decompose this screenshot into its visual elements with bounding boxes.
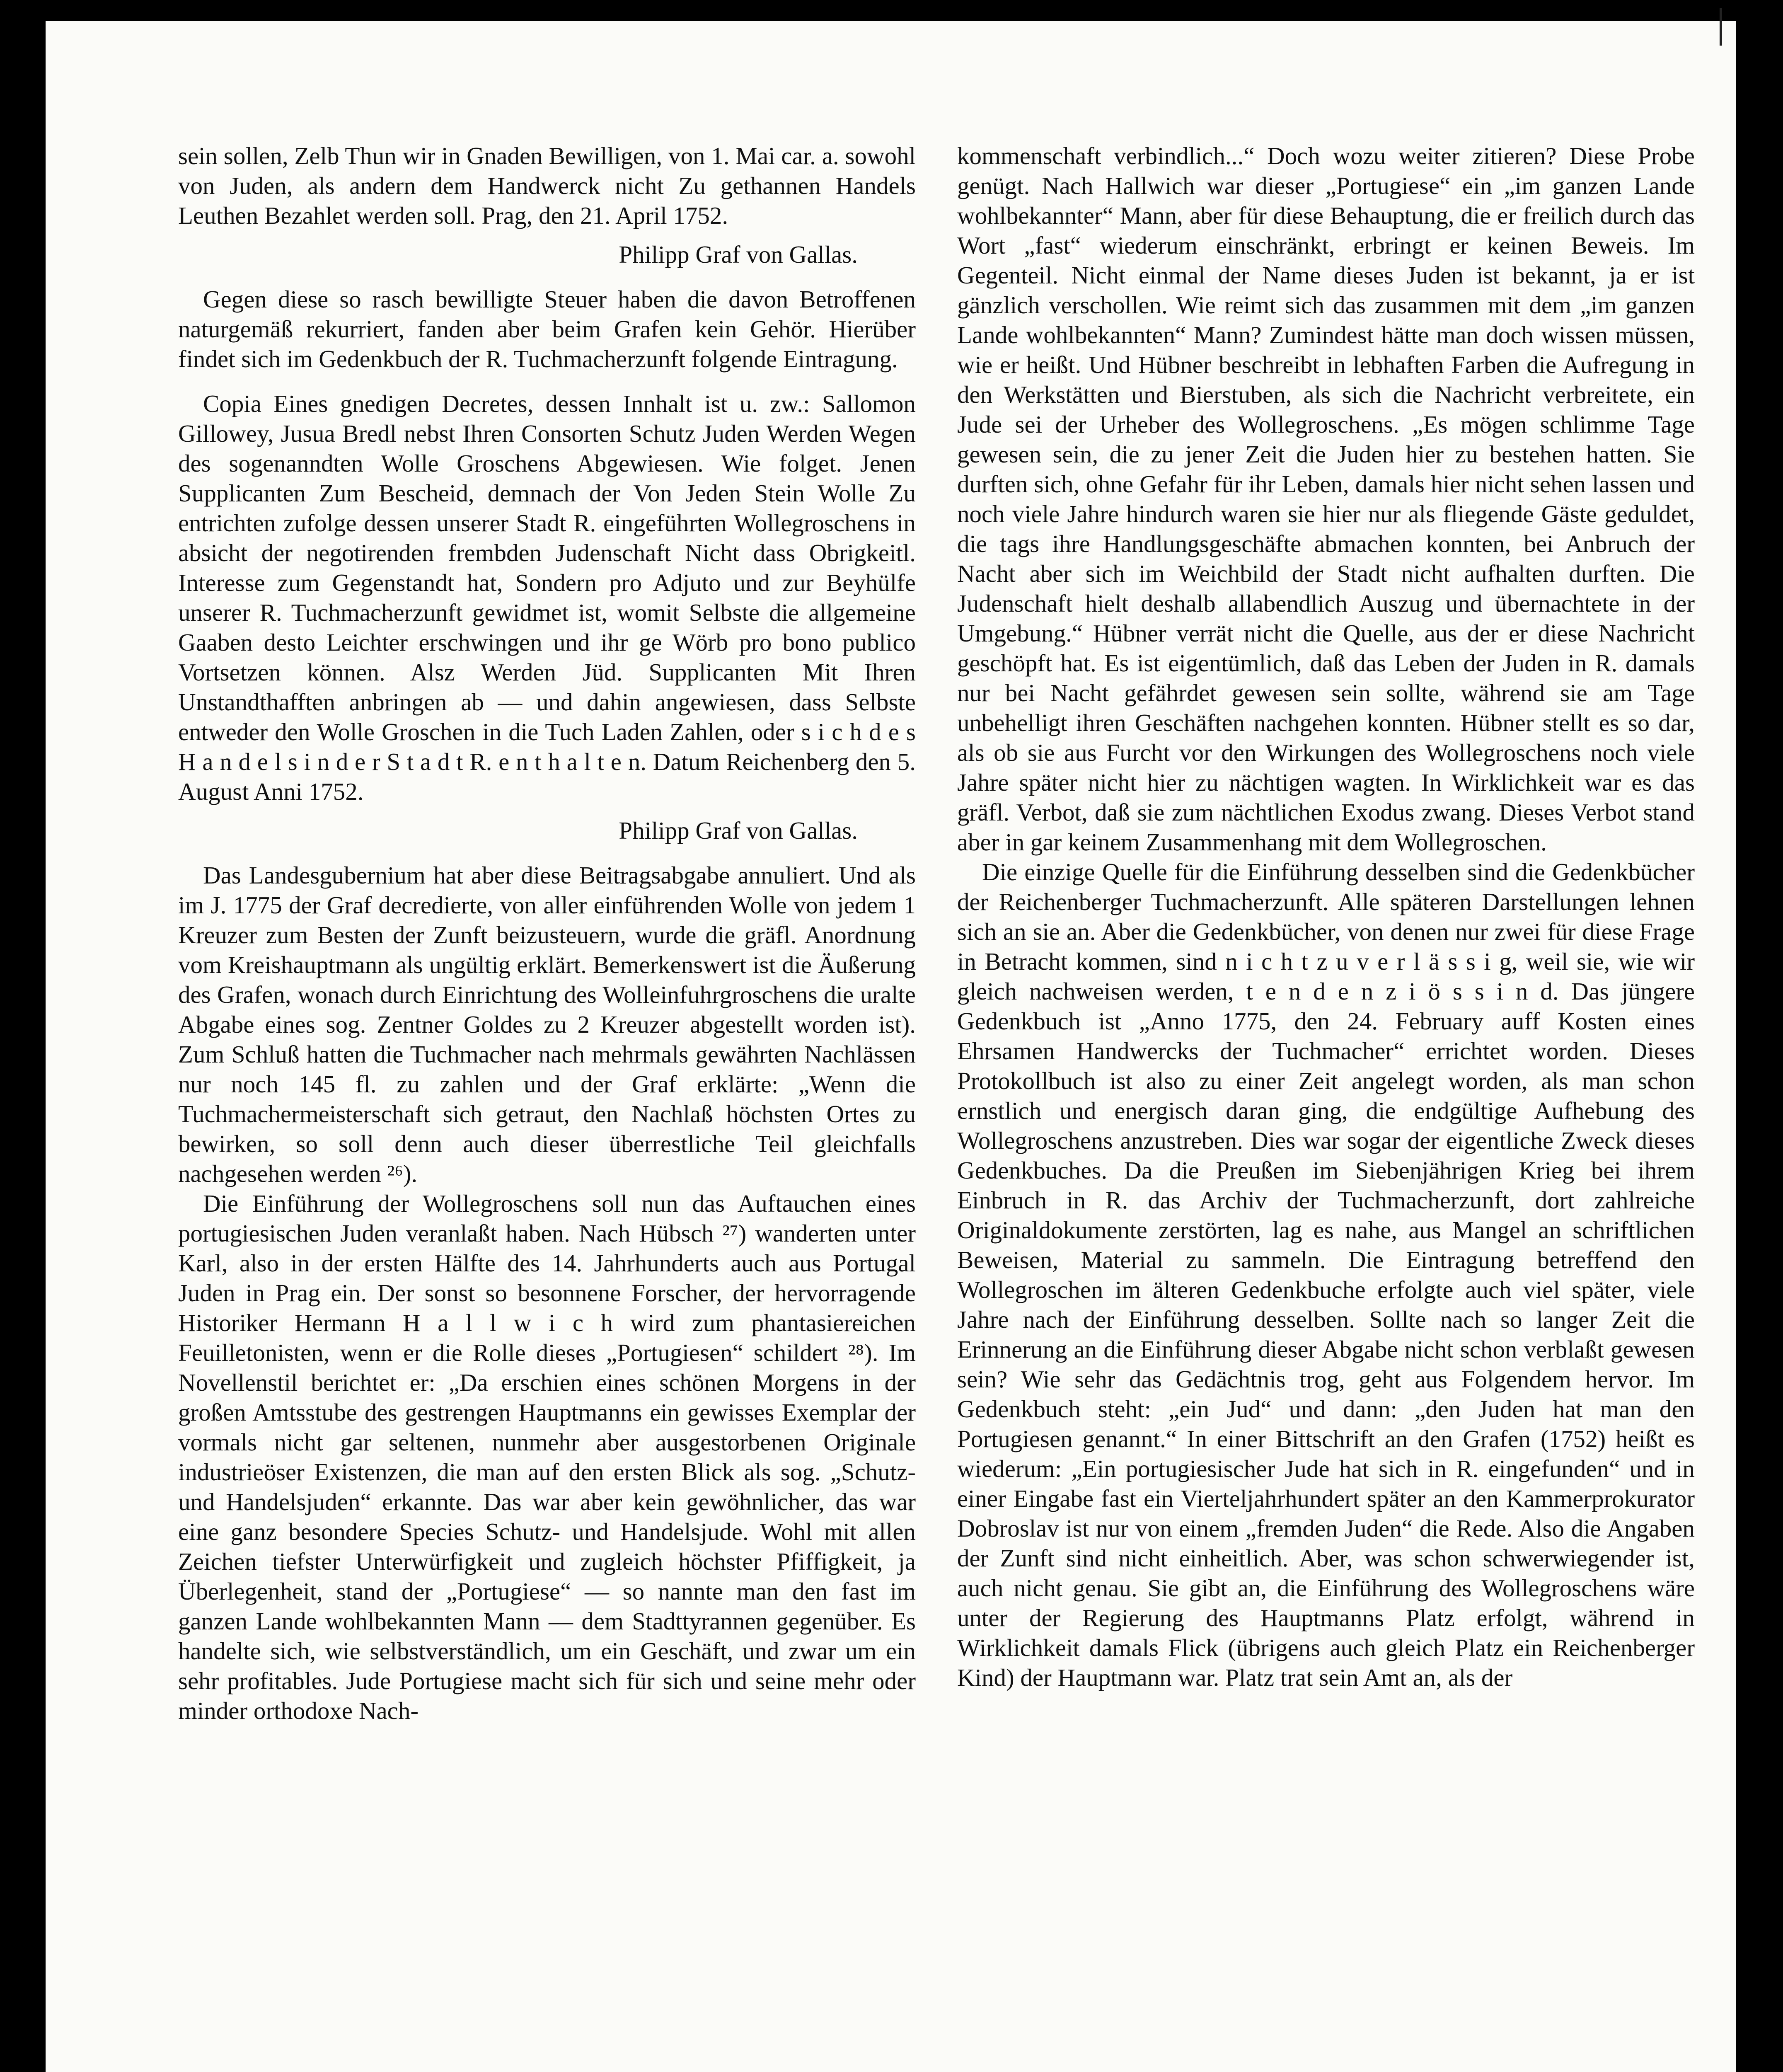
signature-line: Philipp Graf von Gallas. (619, 241, 858, 268)
paragraph: Die Einführung der Wollegroschens soll nun das Auftauchen eines portugiesischen Juden veranlaßt haben. Nach Hübsch ²⁷) wanderten unter Karl, also in der ersten Hälfte des 14. Jahrhunderts auch aus Portugal Juden in Prag ein. Der sonst so besonnene Forscher, der hervorragende Historiker Hermann H a l l w i c h wird zum phantasiereichen Feuilletonisten, wenn er die Rolle dieses „Portugiesen“ schildert ²⁸). Im Novellenstil berichtet er: „Da erschien eines schönen Morgens in der großen Amtsstube des gestrengen Hauptmanns ein gewisses Exemplar der vormals nicht gar seltenen, nunmehr aber ausgestorbenen Originale industrieöser Existenzen, die man auf den ersten Blick als sog. „Schutz- und Handelsjuden“ erkannte. Das war aber kein gewöhnlicher, das war eine ganz besondere Species Schutz- und Handelsjude. Wohl mit allen Zeichen tiefster Unterwürfigkeit und zugleich höchster Pfiffigkeit, ja Überlegenheit, stand der „Portugiese“ — so nannte man den fast im ganzen Lande wohlbekannten Mann — dem Stadttyrannen gegenüber. Es handelte sich, wie selbstverständlich, um ein Geschäft, und zwar um ein sehr profitables. Jude Portugiese macht sich für sich und seine mehr oder minder orthodoxe Nach- (178, 1190, 916, 1724)
right-column (957, 141, 1695, 1692)
paragraph: sein sollen, Zelb Thun wir in Gnaden Bewilligen, von 1. Mai car. a. sowohl von Juden, als andern dem Handwerck nicht Zu gethannen Handels Leuthen Bezahlet werden soll. Prag, den 21. April 1752. (178, 142, 916, 229)
paragraph: Gegen diese so rasch bewilligte Steuer haben die davon Betroffenen naturgemäß rekurriert, fanden aber beim Grafen kein Gehör. Hierüber findet sich im Gedenkbuch der R. Tuchmacherzunft folgende Eintragung. (178, 286, 916, 373)
scan-edge-mark (1720, 8, 1722, 46)
paragraph: Copia Eines gnedigen Decretes, dessen Innhalt ist u. zw.: Sallomon Gillowey, Jusua Bredl nebst Ihren Consorten Schutz Juden Werden Wegen des sogenanndten Wolle Groschens Abgewiesen. Wie folget. Jenen Supplicanten Zum Bescheid, demnach der Von Jeden Stein Wolle Zu entrichten zufolge dessen unserer Stadt R. eingeführten Wollegroschens in absicht der negotirenden frembden Judenschaft Nicht dass Obrigkeitl. Interesse zum Gegenstandt hat, Sondern pro Adjuto und zur Beyhülfe unserer R. Tuchmacherzunft gewidmet ist, womit Selbste die allgemeine Gaaben desto Leichter erschwingen und ihr ge Wörb pro bono publico Vortsetzen können. Alsz Werden Jüd. Supplicanten Mit Ihren Unstandthafften anbringen ab — und dahin angewiesen, dass Selbste entweder den Wolle Groschen in die Tuch Laden Zahlen, oder s i c h d e s H a n d e l s i n d e r S t a d t R. e n t h a l t e n. Datum Reichenberg den 5. August Anni 1752. (178, 390, 916, 805)
document-page (46, 21, 1736, 2072)
left-column (178, 141, 916, 1726)
paragraph: Die einzige Quelle für die Einführung desselben sind die Gedenkbücher der Reichenberger Tuchmacherzunft. Alle späteren Darstellungen lehnen sich an sie an. Aber die Gedenkbücher, von denen nur zwei für diese Frage in Betracht kommen, sind n i c h t z u v e r l ä s s i g, weil sie, wie wir gleich nachweisen werden, t e n d e n z i ö s s i n d. Das jüngere Gedenkbuch ist „Anno 1775, den 24. February auff Kosten eines Ehrsamen Handwercks der Tuchmacher“ errichtet worden. Dieses Protokollbuch ist also zu einer Zeit angelegt worden, als man schon ernstlich und energisch daran ging, die endgültige Aufhebung des Wollegroschens anzustreben. Dies war sogar der eigentliche Zweck dieses Gedenkbuches. Da die Preußen im Siebenjährigen Krieg bei ihrem Einbruch in R. das Archiv der Tuchmacherzunft, dort zahlreiche Originaldokumente zerstörten, lag es nahe, aus Mangel an schriftlichen Beweisen, Material zu sammeln. Die Eintragung betreffend den Wollegroschen im älteren Gedenkbuche erfolgte auch viel später, viele Jahre nach der Einführung desselben. Sollte nach so langer Zeit die Erinnerung an die Einführung dieser Abgabe nicht schon verblaßt gewesen sein? Wie sehr das Gedächtnis trog, geht aus Folgendem hervor. Im Gedenkbuch steht: „ein Jud“ und dann: „den Juden hat man den Portugiesen genannt.“ In einer Bittschrift an den Grafen (1752) heißt es wiederum: „Ein portugiesischer Jude hat sich in R. eingefunden“ und in einer Eingabe fast ein Vierteljahrhundert später an den Kammerprokurator Dobroslav ist nur von einem „fremden Juden“ die Rede. Also die Angaben der Zunft sind nicht einheitlich. Aber, was schon schwerwiegender ist, auch nicht genau. Sie gibt an, die Einführung des Wollegroschens wäre unter der Regierung des Hauptmanns Platz erfolgt, während in Wirklichkeit damals Flick (übrigens auch gleich Platz ein Reichenberger Kind) der Hauptmann war. Platz trat sein Amt an, als der (957, 858, 1695, 1691)
signature-line: Philipp Graf von Gallas. (619, 817, 858, 844)
paragraph: kommenschaft verbindlich...“ Doch wozu weiter zitieren? Diese Probe genügt. Nach Hallwich war dieser „Portugiese“ ein „im ganzen Lande wohlbekannter“ Mann, aber für diese Behauptung, die er freilich durch das Wort „fast“ wiederum einschränkt, erbringt er keinen Beweis. Im Gegenteil. Nicht einmal der Name dieses Juden ist bekannt, ja er ist gänzlich verschollen. Wie reimt sich das zusammen mit dem „im ganzen Lande wohlbekannten“ Mann? Zumindest hätte man doch wissen müssen, wie er heißt. Und Hübner beschreibt in lebhaften Farben die Aufregung in den Werkstätten und Bierstuben, als sich die Nachricht verbreitete, ein Jude sei der Urheber des Wollegroschens. „Es mögen schlimme Tage gewesen sein, die zu jener Zeit die Juden hier zu bestehen hatten. Sie durften sich, ohne Gefahr für ihr Leben, damals hier nicht sehen lassen und noch viele Jahre hindurch waren sie hier nur als fliegende Gäste geduldet, die tags ihre Handlungsgeschäfte abmachen konnten, bei Anbruch der Nacht aber sich im Weichbild der Stadt nicht aufhalten durften. Die Judenschaft hielt deshalb allabendlich Auszug und übernachtete in der Umgebung.“ Hübner verrät nicht die Quelle, aus der er diese Nachricht geschöpft hat. Es ist eigentümlich, daß das Leben der Juden in R. damals nur bei Nacht gefährdet gewesen sein sollte, während sie am Tage unbehelligt ihren Geschäften nachgehen konnten. Hübner stellt es so dar, als ob sie aus Furcht vor den Wirkungen des Wollegroschens noch viele Jahre später nicht hier zu nächtigen wagten. In Wirklichkeit war es das gräfl. Verbot, daß sie zum nächtlichen Exodus zwang. Dieses Verbot stand aber in gar keinem Zusammenhang mit dem Wollegroschen. (957, 142, 1695, 856)
paragraph: Das Landesgubernium hat aber diese Beitragsabgabe annuliert. Und als im J. 1775 der Graf decredierte, von aller einführenden Wolle von jedem 1 Kreuzer zum Besten der Zunft beizusteuern, wurde die gräfl. Anordnung vom Kreishauptmann als ungültig erklärt. Bemerkenswert ist die Äußerung des Grafen, wonach durch Einrichtung des Wolleinfuhrgroschens die uralte Abgabe eines sog. Zentner Goldes zu 2 Kreuzer abgestellt worden ist). Zum Schluß hatten die Tuchmacher nach mehrmals gewährten Nachlässen nur noch 145 fl. zu zahlen und der Graf erklärte: „Wenn die Tuchmachermeisterschaft sich getraut, den Nachlaß höchsten Ortes zu bewirken, so soll denn auch dieser überrestliche Teil gleichfalls nachgesehen werden ²⁶). (178, 862, 916, 1187)
